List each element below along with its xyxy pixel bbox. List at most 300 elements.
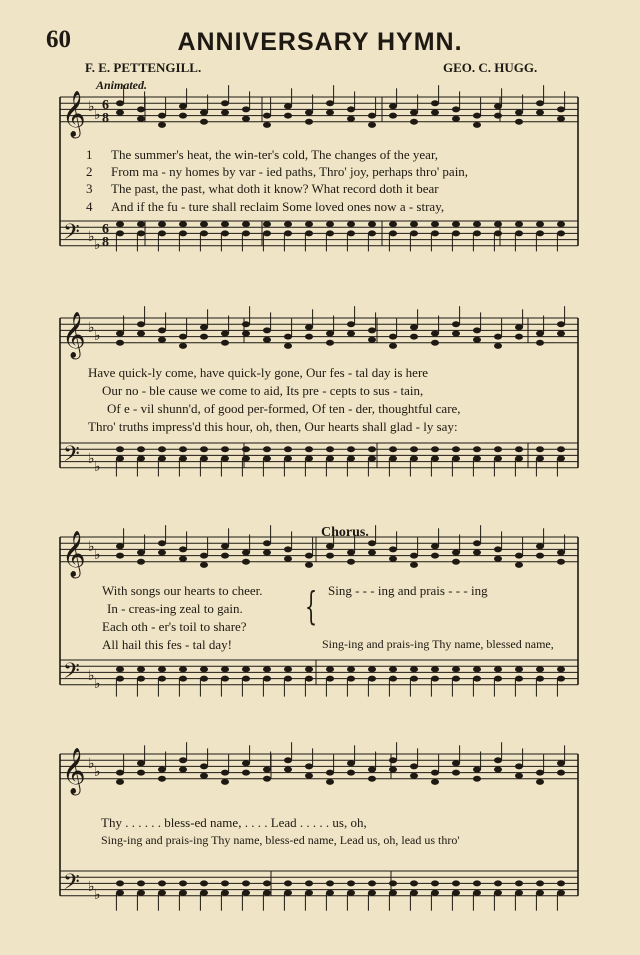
note-head bbox=[179, 446, 187, 452]
note-head bbox=[326, 110, 334, 116]
flat-icon: ♭ bbox=[88, 669, 95, 684]
note-head bbox=[221, 880, 229, 886]
note-head bbox=[347, 230, 355, 236]
note-head bbox=[200, 676, 208, 682]
note-head bbox=[368, 890, 376, 896]
note-head bbox=[410, 230, 418, 236]
note-head bbox=[326, 456, 334, 462]
note-head bbox=[431, 221, 439, 227]
note-head bbox=[389, 343, 397, 349]
note-head bbox=[263, 550, 271, 556]
note-head bbox=[389, 890, 397, 896]
note-head bbox=[431, 880, 439, 886]
note-head bbox=[137, 116, 145, 122]
note-head bbox=[305, 334, 313, 340]
note-head bbox=[452, 446, 460, 452]
note-head bbox=[347, 880, 355, 886]
note-head bbox=[116, 770, 124, 776]
note-head bbox=[431, 676, 439, 682]
note-head bbox=[326, 100, 334, 106]
note-head bbox=[158, 767, 166, 773]
note-head bbox=[137, 106, 145, 112]
note-head bbox=[284, 676, 292, 682]
note-head bbox=[116, 110, 124, 116]
note-head bbox=[158, 122, 166, 128]
note-head bbox=[263, 113, 271, 119]
note-head bbox=[536, 100, 544, 106]
note-head bbox=[410, 456, 418, 462]
note-head bbox=[536, 221, 544, 227]
note-head bbox=[284, 546, 292, 552]
note-head bbox=[368, 776, 376, 782]
note-head bbox=[242, 456, 250, 462]
note-head bbox=[242, 106, 250, 112]
note-head bbox=[284, 767, 292, 773]
note-head bbox=[410, 666, 418, 672]
note-head bbox=[452, 230, 460, 236]
note-head bbox=[536, 770, 544, 776]
note-head bbox=[515, 221, 523, 227]
note-head bbox=[368, 456, 376, 462]
chorus-label: Chorus. bbox=[321, 525, 369, 540]
note-head bbox=[221, 100, 229, 106]
note-head bbox=[284, 230, 292, 236]
note-head bbox=[116, 100, 124, 106]
note-head bbox=[179, 767, 187, 773]
note-head bbox=[536, 890, 544, 896]
note-head bbox=[284, 113, 292, 119]
note-head bbox=[179, 880, 187, 886]
note-head bbox=[305, 446, 313, 452]
note-head bbox=[347, 760, 355, 766]
note-head bbox=[410, 334, 418, 340]
tempo-marking: Animated. bbox=[96, 78, 148, 92]
note-head bbox=[116, 340, 124, 346]
note-head bbox=[347, 550, 355, 556]
note-head bbox=[221, 553, 229, 559]
note-head bbox=[473, 767, 481, 773]
note-head bbox=[494, 666, 502, 672]
note-head bbox=[347, 770, 355, 776]
chorus-lyric-line: Sing-ing and prais-ing Thy name, blessed name, bbox=[322, 637, 554, 651]
flat-icon: ♭ bbox=[94, 108, 101, 123]
note-head bbox=[536, 110, 544, 116]
note-head bbox=[389, 556, 397, 562]
note-head bbox=[557, 760, 565, 766]
note-head bbox=[326, 779, 334, 785]
note-head bbox=[284, 666, 292, 672]
note-head bbox=[431, 110, 439, 116]
note-head bbox=[515, 553, 523, 559]
note-head bbox=[200, 324, 208, 330]
note-head bbox=[515, 446, 523, 452]
note-head bbox=[221, 446, 229, 452]
note-head bbox=[137, 666, 145, 672]
note-head bbox=[158, 327, 166, 333]
note-head bbox=[284, 556, 292, 562]
verse-brace: { bbox=[305, 584, 318, 628]
note-head bbox=[200, 773, 208, 779]
flat-icon: ♭ bbox=[88, 540, 95, 555]
note-head bbox=[326, 446, 334, 452]
treble-clef-icon: 𝄞 bbox=[62, 312, 86, 358]
note-head bbox=[473, 550, 481, 556]
note-head bbox=[389, 230, 397, 236]
note-head bbox=[326, 676, 334, 682]
note-head bbox=[557, 550, 565, 556]
bass-clef-icon: 𝄢 bbox=[63, 442, 80, 472]
note-head bbox=[179, 890, 187, 896]
note-head bbox=[137, 559, 145, 565]
note-head bbox=[431, 331, 439, 337]
note-head bbox=[347, 559, 355, 565]
flat-icon: ♭ bbox=[94, 677, 101, 692]
note-head bbox=[536, 880, 544, 886]
note-head bbox=[473, 880, 481, 886]
note-head bbox=[452, 666, 460, 672]
note-head bbox=[452, 550, 460, 556]
note-head bbox=[368, 880, 376, 886]
note-head bbox=[410, 890, 418, 896]
note-head bbox=[536, 230, 544, 236]
note-head bbox=[452, 456, 460, 462]
note-head bbox=[242, 221, 250, 227]
note-head bbox=[347, 890, 355, 896]
lyric-line: With songs our hearts to cheer. bbox=[102, 583, 263, 598]
note-head bbox=[368, 540, 376, 546]
note-head bbox=[179, 757, 187, 763]
note-head bbox=[515, 456, 523, 462]
lyric-line: Have quick-ly come, have quick-ly gone, Our fes - tal day is here bbox=[88, 365, 429, 380]
note-head bbox=[473, 221, 481, 227]
note-head bbox=[242, 446, 250, 452]
note-head bbox=[242, 230, 250, 236]
flat-icon: ♭ bbox=[88, 100, 95, 115]
flat-icon: ♭ bbox=[94, 329, 101, 344]
note-head bbox=[305, 110, 313, 116]
note-head bbox=[221, 890, 229, 896]
note-head bbox=[179, 676, 187, 682]
note-head bbox=[389, 666, 397, 672]
note-head bbox=[305, 221, 313, 227]
note-head bbox=[410, 676, 418, 682]
verse-number: 3 bbox=[86, 181, 93, 196]
flat-icon: ♭ bbox=[88, 452, 95, 467]
note-head bbox=[200, 666, 208, 672]
note-head bbox=[200, 119, 208, 125]
note-head bbox=[431, 456, 439, 462]
note-head bbox=[536, 543, 544, 549]
note-head bbox=[242, 559, 250, 565]
note-head bbox=[158, 456, 166, 462]
note-head bbox=[473, 230, 481, 236]
note-head bbox=[515, 334, 523, 340]
note-head bbox=[557, 770, 565, 776]
lyric-line: In - creas-ing zeal to gain. bbox=[107, 601, 243, 616]
note-head bbox=[368, 122, 376, 128]
note-head bbox=[389, 456, 397, 462]
note-head bbox=[158, 221, 166, 227]
note-head bbox=[410, 110, 418, 116]
note-head bbox=[557, 456, 565, 462]
note-head bbox=[158, 113, 166, 119]
note-head bbox=[200, 553, 208, 559]
note-head bbox=[431, 446, 439, 452]
note-head bbox=[158, 776, 166, 782]
note-head bbox=[410, 763, 418, 769]
note-head bbox=[494, 456, 502, 462]
note-head bbox=[305, 324, 313, 330]
note-head bbox=[431, 230, 439, 236]
chorus-lyric-line: Sing - - - ing and prais - - - ing bbox=[328, 583, 488, 598]
note-head bbox=[137, 770, 145, 776]
lyric-line: The past, the past, what doth it know? What record doth it bear bbox=[111, 181, 439, 196]
note-head bbox=[431, 543, 439, 549]
lyric-line: Thy . . . . . . bless-ed name, . . . . Lead . . . . . us, oh, bbox=[101, 815, 367, 830]
note-head bbox=[557, 446, 565, 452]
note-head bbox=[452, 106, 460, 112]
note-head bbox=[200, 562, 208, 568]
note-head bbox=[536, 666, 544, 672]
note-head bbox=[515, 230, 523, 236]
note-head bbox=[179, 546, 187, 552]
note-head bbox=[158, 890, 166, 896]
note-head bbox=[263, 676, 271, 682]
lyric-line: And if the fu - ture shall reclaim Some loved ones now a - stray, bbox=[111, 199, 445, 214]
note-head bbox=[452, 760, 460, 766]
verse-number: 4 bbox=[86, 199, 93, 214]
note-head bbox=[515, 119, 523, 125]
note-head bbox=[326, 770, 334, 776]
note-head bbox=[515, 324, 523, 330]
note-head bbox=[284, 446, 292, 452]
note-head bbox=[368, 327, 376, 333]
note-head bbox=[389, 221, 397, 227]
note-head bbox=[347, 666, 355, 672]
time-signature-numerator: 6 bbox=[102, 222, 109, 237]
note-head bbox=[200, 334, 208, 340]
note-head bbox=[410, 324, 418, 330]
note-head bbox=[410, 119, 418, 125]
note-head bbox=[221, 543, 229, 549]
note-head bbox=[347, 676, 355, 682]
note-head bbox=[158, 666, 166, 672]
note-head bbox=[494, 230, 502, 236]
note-head bbox=[452, 880, 460, 886]
note-head bbox=[347, 446, 355, 452]
note-head bbox=[200, 446, 208, 452]
note-head bbox=[347, 221, 355, 227]
note-head bbox=[452, 676, 460, 682]
note-head bbox=[473, 446, 481, 452]
note-head bbox=[179, 456, 187, 462]
note-head bbox=[494, 757, 502, 763]
note-head bbox=[305, 890, 313, 896]
note-head bbox=[410, 221, 418, 227]
note-head bbox=[515, 562, 523, 568]
note-head bbox=[137, 550, 145, 556]
lyric-line: Sing-ing and prais-ing Thy name, bless-ed name, Lead us, oh, lead us thro' bbox=[101, 833, 460, 847]
note-head bbox=[368, 221, 376, 227]
note-head bbox=[221, 110, 229, 116]
note-head bbox=[179, 343, 187, 349]
note-head bbox=[389, 546, 397, 552]
note-head bbox=[221, 666, 229, 672]
flat-icon: ♭ bbox=[94, 460, 101, 475]
note-head bbox=[494, 113, 502, 119]
flat-icon: ♭ bbox=[88, 230, 95, 245]
note-head bbox=[263, 337, 271, 343]
note-head bbox=[179, 334, 187, 340]
note-head bbox=[452, 559, 460, 565]
note-head bbox=[305, 676, 313, 682]
note-head bbox=[242, 550, 250, 556]
note-head bbox=[347, 331, 355, 337]
note-head bbox=[473, 676, 481, 682]
note-head bbox=[221, 770, 229, 776]
note-head bbox=[557, 221, 565, 227]
note-head bbox=[305, 666, 313, 672]
note-head bbox=[137, 321, 145, 327]
lyricist-credit: F. E. PETTENGILL. bbox=[85, 60, 202, 75]
note-head bbox=[158, 446, 166, 452]
note-head bbox=[494, 880, 502, 886]
note-head bbox=[368, 666, 376, 672]
note-head bbox=[431, 666, 439, 672]
lyric-line: From ma - ny homes by var - ied paths, Thro' joy, perhaps thro' pain, bbox=[111, 164, 469, 179]
note-head bbox=[326, 880, 334, 886]
note-head bbox=[116, 543, 124, 549]
lyric-line: Thro' truths impress'd this hour, oh, then, Our hearts shall glad - ly say: bbox=[88, 419, 458, 434]
note-head bbox=[116, 456, 124, 462]
note-head bbox=[368, 550, 376, 556]
flat-icon: ♭ bbox=[94, 888, 101, 903]
note-head bbox=[200, 221, 208, 227]
note-head bbox=[158, 676, 166, 682]
note-head bbox=[494, 334, 502, 340]
note-head bbox=[431, 553, 439, 559]
note-head bbox=[494, 556, 502, 562]
note-head bbox=[263, 880, 271, 886]
note-head bbox=[242, 666, 250, 672]
note-head bbox=[389, 446, 397, 452]
note-head bbox=[431, 340, 439, 346]
note-head bbox=[137, 230, 145, 236]
note-head bbox=[557, 116, 565, 122]
note-head bbox=[263, 446, 271, 452]
note-head bbox=[494, 343, 502, 349]
page-number: 60 bbox=[46, 26, 71, 53]
note-head bbox=[263, 666, 271, 672]
note-head bbox=[326, 553, 334, 559]
note-head bbox=[515, 773, 523, 779]
note-head bbox=[221, 331, 229, 337]
bass-clef-icon: 𝄢 bbox=[63, 659, 80, 689]
note-head bbox=[536, 676, 544, 682]
note-head bbox=[242, 331, 250, 337]
note-head bbox=[137, 456, 145, 462]
note-head bbox=[515, 676, 523, 682]
note-head bbox=[389, 676, 397, 682]
note-head bbox=[326, 230, 334, 236]
note-head bbox=[116, 676, 124, 682]
note-head bbox=[263, 456, 271, 462]
note-head bbox=[347, 116, 355, 122]
note-head bbox=[158, 230, 166, 236]
note-head bbox=[116, 666, 124, 672]
note-head bbox=[242, 880, 250, 886]
note-head bbox=[242, 321, 250, 327]
note-head bbox=[137, 221, 145, 227]
note-head bbox=[473, 540, 481, 546]
note-head bbox=[368, 767, 376, 773]
note-head bbox=[431, 890, 439, 896]
note-head bbox=[347, 321, 355, 327]
note-head bbox=[305, 763, 313, 769]
note-head bbox=[200, 456, 208, 462]
note-head bbox=[284, 103, 292, 109]
note-head bbox=[305, 562, 313, 568]
note-head bbox=[242, 676, 250, 682]
note-head bbox=[263, 767, 271, 773]
note-head bbox=[431, 100, 439, 106]
note-head bbox=[221, 779, 229, 785]
note-head bbox=[536, 779, 544, 785]
note-head bbox=[389, 334, 397, 340]
note-head bbox=[179, 113, 187, 119]
flat-icon: ♭ bbox=[88, 880, 95, 895]
note-head bbox=[515, 880, 523, 886]
note-head bbox=[284, 334, 292, 340]
note-head bbox=[515, 666, 523, 672]
note-head bbox=[284, 880, 292, 886]
note-head bbox=[473, 776, 481, 782]
lyric-line: All hail this fes - tal day! bbox=[102, 637, 232, 652]
note-head bbox=[431, 770, 439, 776]
note-head bbox=[116, 890, 124, 896]
note-head bbox=[137, 890, 145, 896]
note-head bbox=[116, 221, 124, 227]
note-head bbox=[137, 760, 145, 766]
note-head bbox=[116, 446, 124, 452]
note-head bbox=[263, 890, 271, 896]
note-head bbox=[452, 331, 460, 337]
note-head bbox=[305, 553, 313, 559]
note-head bbox=[410, 446, 418, 452]
note-head bbox=[515, 763, 523, 769]
note-head bbox=[536, 446, 544, 452]
flat-icon: ♭ bbox=[94, 765, 101, 780]
note-head bbox=[284, 456, 292, 462]
note-head bbox=[305, 880, 313, 886]
note-head bbox=[137, 676, 145, 682]
note-head bbox=[473, 666, 481, 672]
note-head bbox=[305, 230, 313, 236]
note-head bbox=[473, 113, 481, 119]
note-head bbox=[452, 221, 460, 227]
time-signature-denominator: 8 bbox=[102, 111, 109, 126]
note-head bbox=[494, 546, 502, 552]
lyric-line: The summer's heat, the win-ter's cold, The changes of the year, bbox=[111, 147, 439, 162]
note-head bbox=[326, 543, 334, 549]
note-head bbox=[326, 331, 334, 337]
lyric-line: Our no - ble cause we come to aid, Its pre - cepts to sus - tain, bbox=[102, 383, 424, 398]
note-head bbox=[305, 119, 313, 125]
note-head bbox=[326, 890, 334, 896]
note-head bbox=[263, 122, 271, 128]
composer-credit: GEO. C. HUGG. bbox=[443, 60, 538, 75]
note-head bbox=[116, 230, 124, 236]
